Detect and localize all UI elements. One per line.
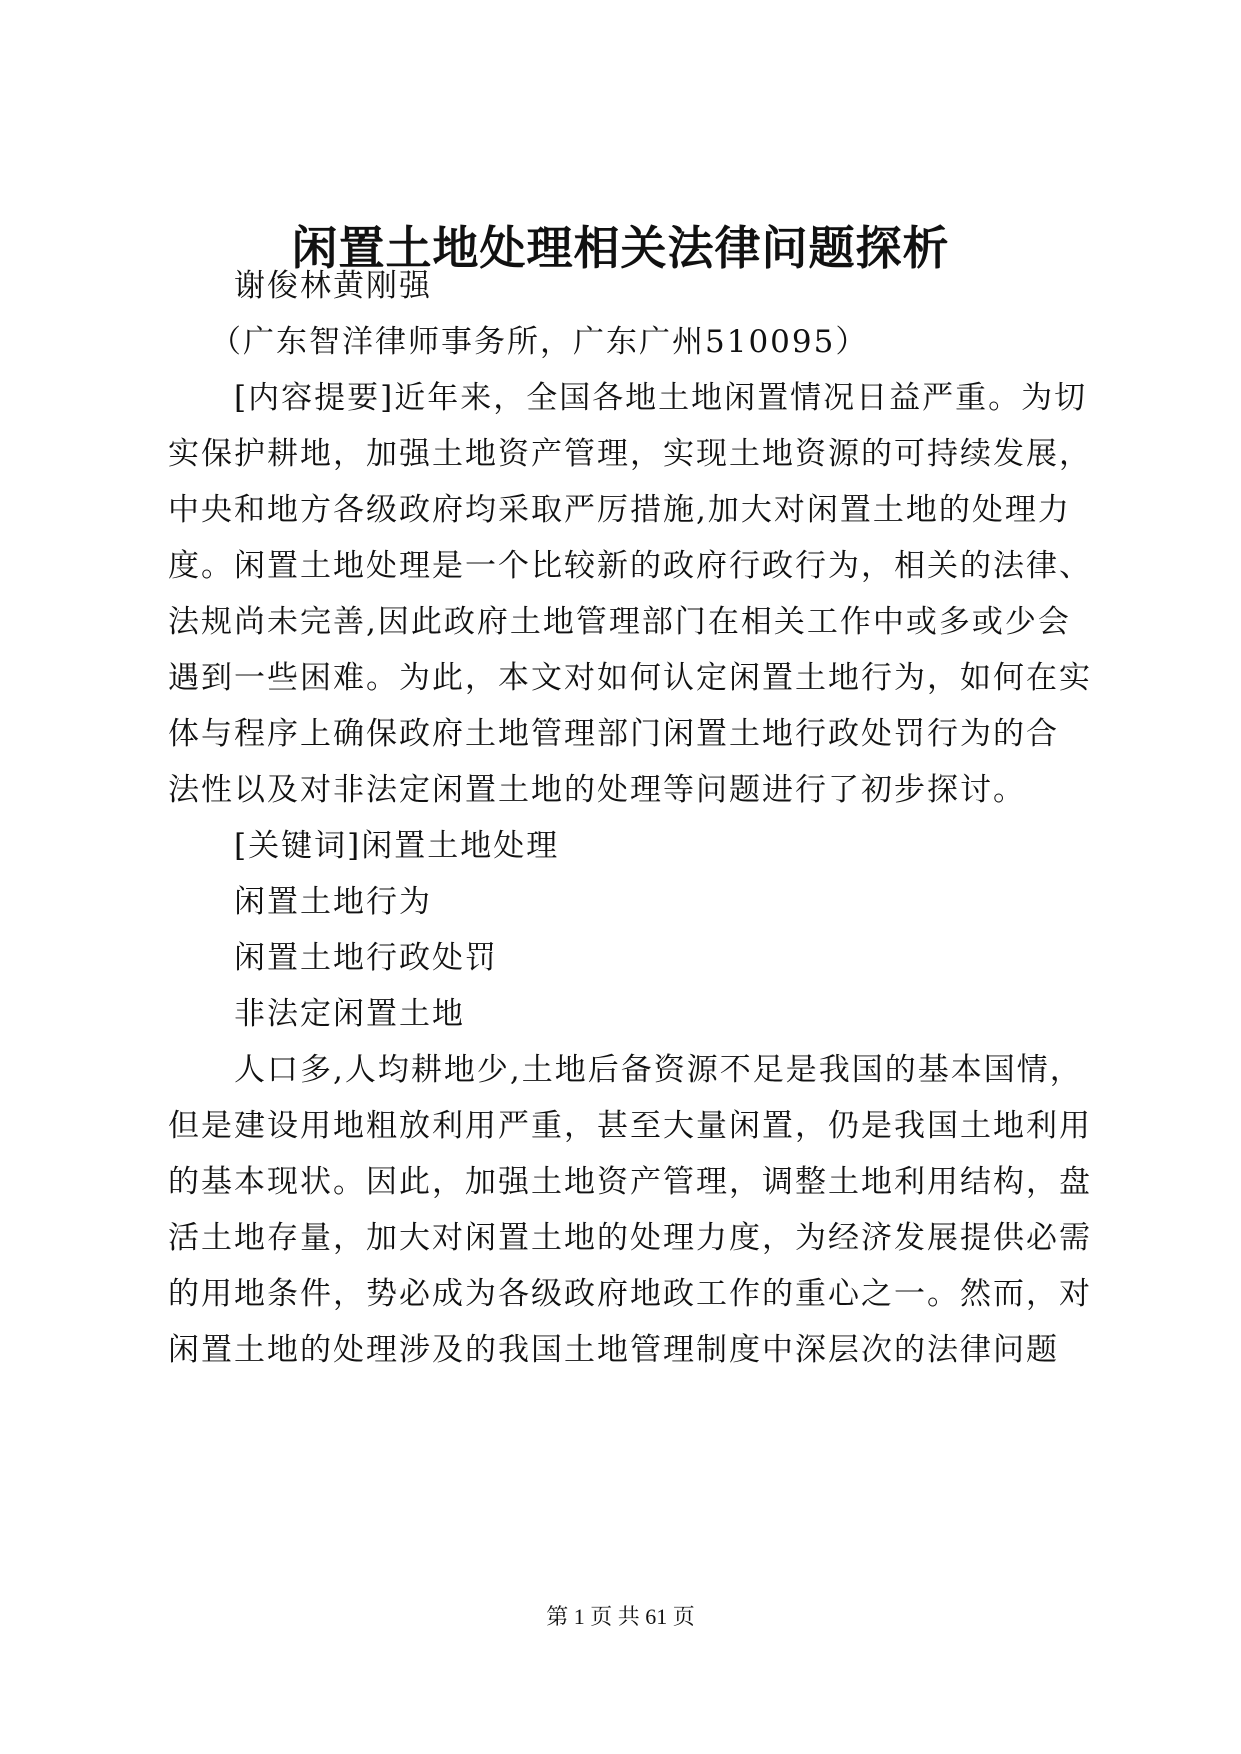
body-line-5: 的用地条件，势必成为各级政府地政工作的重心之一。然而，对 [168,1276,1092,1312]
body-line-3: 的基本现状。因此，加强土地资产管理，调整土地利用结构，盘 [168,1164,1092,1200]
body-line-4: 活土地存量，加大对闲置土地的处理力度，为经济发展提供必需 [168,1220,1092,1256]
abstract-line-3: 中央和地方各级政府均采取严厉措施,加大对闲置土地的处理力 [168,492,1071,528]
abstract-line-5: 法规尚未完善,因此政府土地管理部门在相关工作中或多或少会 [168,604,1071,640]
affiliation: （广东智洋律师事务所，广东广州510095） [210,324,869,360]
abstract-line-6: 遇到一些困难。为此，本文对如何认定闲置土地行为，如何在实 [168,660,1092,696]
keyword-item: 闲置土地行政处罚 [234,940,498,976]
abstract-line-8: 法性以及对非法定闲置土地的处理等问题进行了初步探讨。 [168,772,1026,808]
abstract-line-2: 实保护耕地，加强土地资产管理，实现土地资源的可持续发展， [168,436,1092,472]
authors: 谢俊林黄刚强 [234,268,432,304]
body-line-6: 闲置土地的处理涉及的我国土地管理制度中深层次的法律问题 [168,1332,1059,1368]
keyword-item: 闲置土地行为 [234,884,432,920]
abstract-line-4: 度。闲置土地处理是一个比较新的政府行政行为，相关的法律、 [168,548,1092,584]
body-line-1: 人口多,人均耕地少,土地后备资源不足是我国的基本国情， [234,1052,1083,1088]
abstract-line-7: 体与程序上确保政府土地管理部门闲置土地行政处罚行为的合 [168,716,1059,752]
page-footer: 第 1 页 共 61 页 [546,1604,695,1629]
abstract-line-1: [内容提要]近年来，全国各地土地闲置情况日益严重。为切 [234,380,1088,416]
body-line-2: 但是建设用地粗放利用严重，甚至大量闲置，仍是我国土地利用 [168,1108,1092,1144]
document-title: 闲置土地处理相关法律问题探析 [291,221,950,275]
keywords-label: [关键词]闲置土地处理 [234,828,560,864]
keyword-item: 非法定闲置土地 [234,996,465,1032]
